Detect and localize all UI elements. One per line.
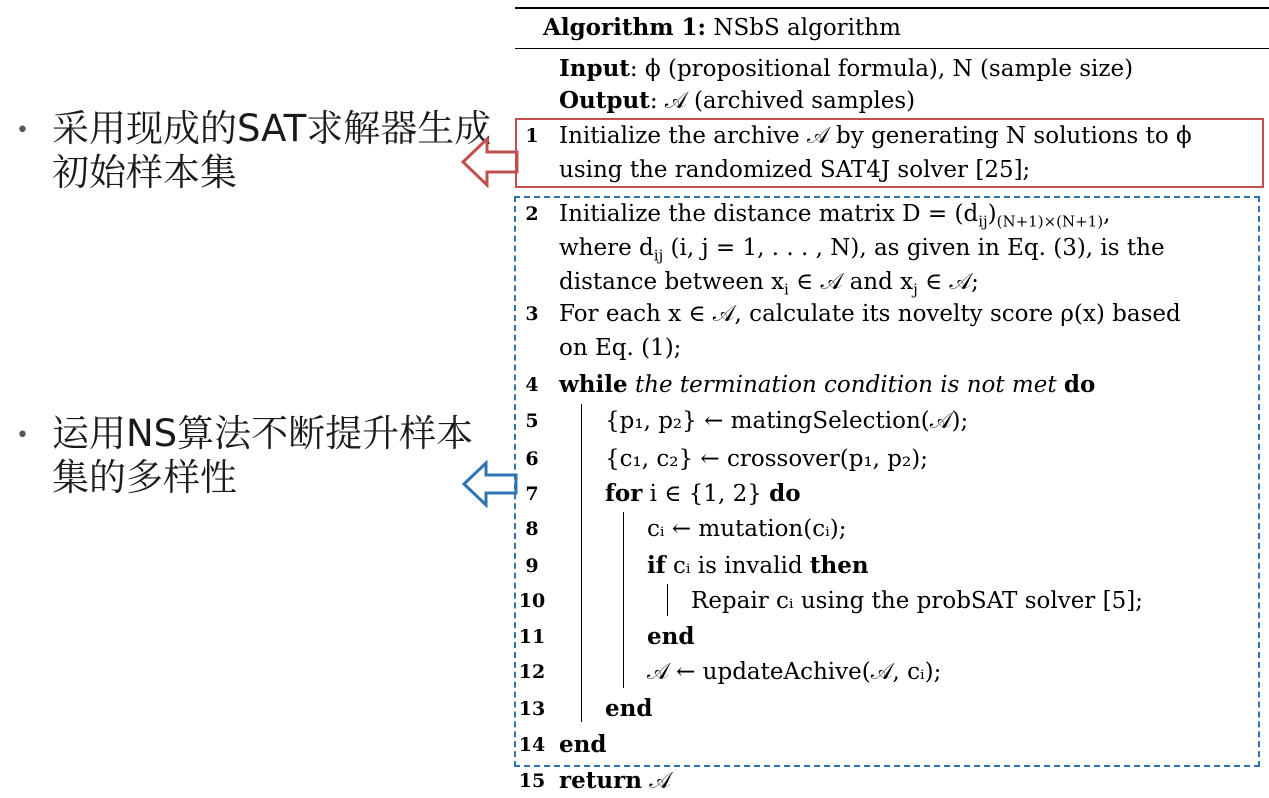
algorithm-title: Algorithm 1: NSbS algorithm (543, 14, 901, 41)
algo-line-12: 12 𝒜 ← updateAchive(𝒜, cᵢ); (518, 659, 942, 685)
algo-line-2-cont: where $d_{ij}$ (i, j = 1, . . . , N), as given in Eq. (3), is the (559, 235, 1165, 265)
algo-line-3: 3 For each x ∈ 𝒜, calculate its novelty score ρ(x) based (525, 301, 1181, 327)
algo-line-10: 10 Repair cᵢ using the probSAT solver [5]; (518, 588, 1143, 614)
top-rule (515, 7, 1269, 9)
input-line: Input: ϕ (propositional formula), N (sample size) (559, 55, 1134, 82)
algo-line-15: 15 return 𝒜 (518, 767, 672, 794)
algo-line-1-cont: using the randomized SAT4J solver [25]; (559, 157, 1031, 183)
algo-line-2: 2 Initialize the distance matrix $D = (d_{ij})_{(N+1)\times(N+1)}$, (525, 201, 1111, 231)
algo-line-1: 1 Initialize the archive 𝒜 by generating N solutions to ϕ (525, 123, 1192, 149)
title-rule (515, 48, 1269, 49)
note-text: 运用NS算法不断提升样本集的多样性 (52, 412, 474, 499)
initial-step-highlight (515, 118, 1264, 188)
note-initial-samples (0, 107, 490, 203)
note-ns-diversity (0, 412, 490, 508)
algo-line-3-cont: on Eq. (1); (559, 335, 682, 361)
algo-line-4: 4 while the termination condition is not met do (525, 371, 1096, 398)
algo-line-5: 5 {p₁, p₂} ← matingSelection(𝒜); (525, 408, 969, 434)
algo-line-2-cont2: distance between $x_i$ ∈ 𝒜 and $x_j$ ∈ 𝒜; (559, 269, 979, 299)
algo-line-13: 13 end (518, 695, 653, 722)
red-arrow-icon (461, 136, 519, 188)
blue-arrow-icon (462, 460, 518, 508)
output-line: Output: 𝒜 (archived samples) (559, 87, 916, 114)
bullet-dot: • (16, 423, 29, 448)
bullet-dot: • (16, 118, 29, 143)
algo-line-9: 9 if cᵢ is invalid then (525, 552, 869, 579)
ns-loop-highlight (514, 196, 1260, 767)
algo-line-7: 7 for i ∈ {1, 2} do (525, 480, 801, 507)
note-text: 采用现成的SAT求解器生成初始样本集 (52, 107, 492, 194)
algo-line-14: 14 end (518, 731, 607, 758)
algo-line-8: 8 cᵢ ← mutation(cᵢ); (525, 516, 847, 542)
algo-line-6: 6 {c₁, c₂} ← crossover(p₁, p₂); (525, 446, 928, 472)
algo-line-11: 11 end (518, 623, 695, 650)
